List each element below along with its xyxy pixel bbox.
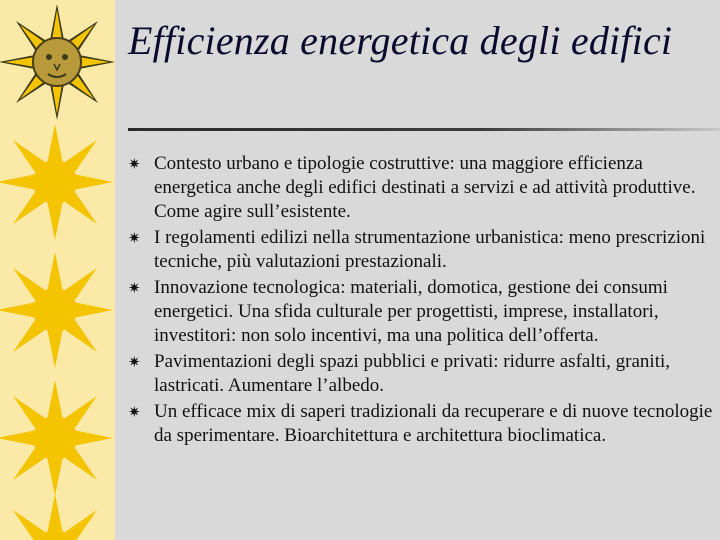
title-divider <box>128 128 720 131</box>
sun-icon <box>0 252 113 368</box>
bullet-text: Innovazione tecnologica: materiali, domotica, gestione dei consumi energetici. Una sfida culturale per progettisti, imprese, installatori, investitori: non solo incentivi, ma una politica dell’offerta. <box>154 277 668 346</box>
sun-face-icon <box>0 4 115 120</box>
list-item <box>128 276 720 348</box>
bullet-text: Pavimentazioni degli spazi pubblici e privati: ridurre asfalti, graniti, lastricati. Aumentare l’albedo. <box>154 351 671 396</box>
sun-decoration <box>0 0 115 540</box>
sun-icon <box>0 380 113 496</box>
bullet-list <box>128 152 720 450</box>
sun-icon <box>0 494 113 540</box>
list-item <box>128 152 720 224</box>
bullet-text: Contesto urbano e tipologie costruttive: una maggiore efficienza energetica anche degli edifici destinati a servizi e ad attività produttive. Come agire sull’esistente. <box>154 153 696 222</box>
star-bullet-icon: ✷ <box>128 231 141 247</box>
star-bullet-icon: ✷ <box>128 281 141 297</box>
slide-title: Efficienza energetica degli edifici <box>128 18 673 63</box>
list-item <box>128 350 720 398</box>
star-bullet-icon: ✷ <box>128 157 141 173</box>
star-bullet-icon: ✷ <box>128 355 141 371</box>
bullet-text: I regolamenti edilizi nella strumentazione urbanistica: meno prescrizioni tecniche, più valutazioni prestazionali. <box>154 227 706 272</box>
star-bullet-icon: ✷ <box>128 405 141 421</box>
bullet-text: Un efficace mix di saperi tradizionali da recuperare e di nuove tecnologie da sperimentare. Bioarchitettura e architettura bioclimatica. <box>154 401 713 446</box>
sun-icon <box>0 124 113 240</box>
list-item <box>128 226 720 274</box>
list-item <box>128 400 720 448</box>
